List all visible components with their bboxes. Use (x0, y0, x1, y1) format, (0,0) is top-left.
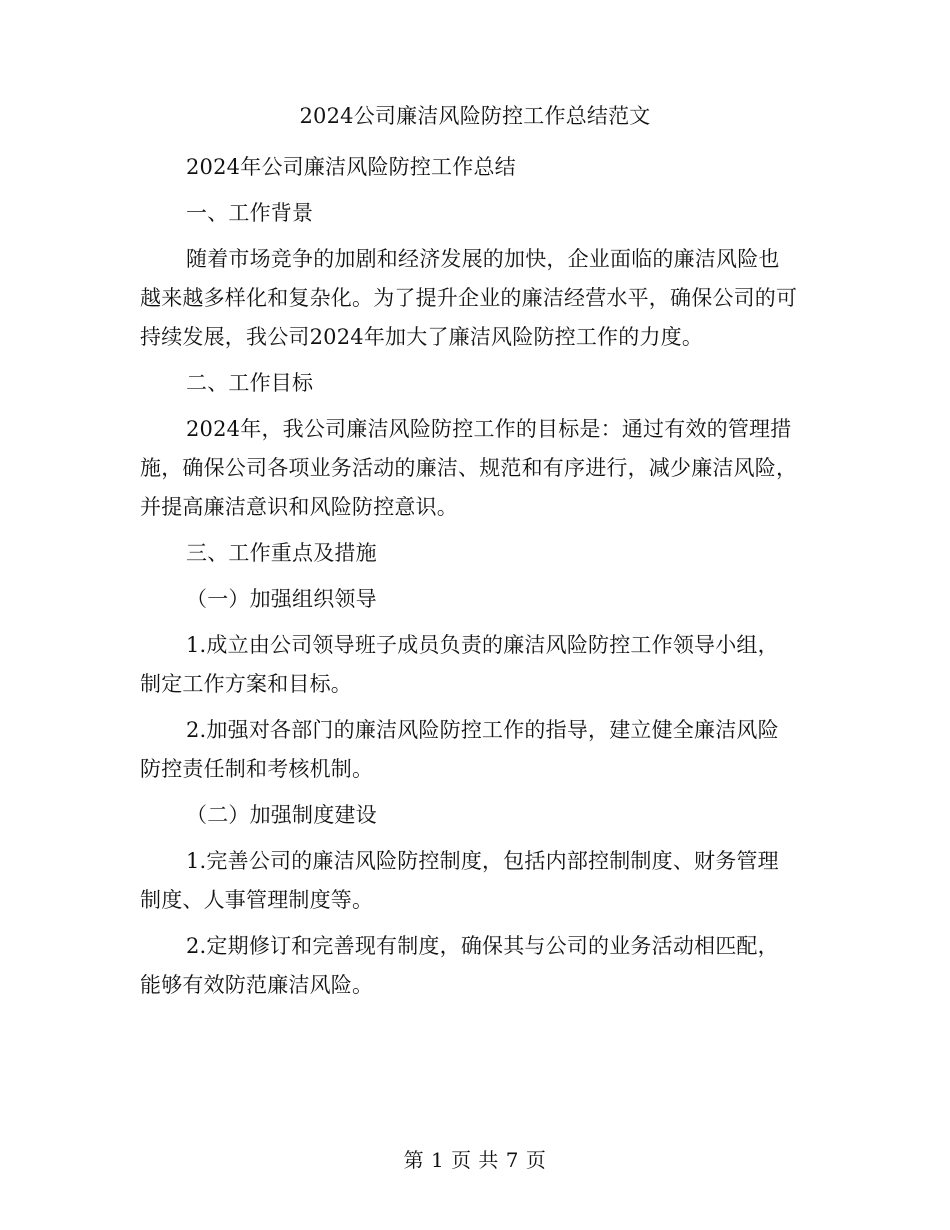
list-item-system-2: 2.定期修订和完善现有制度，确保其与公司的业务活动相匹配，能够有效防范廉洁风险。 (140, 934, 779, 997)
list-item-system-1: 1.完善公司的廉洁风险防控制度，包括内部控制制度、财务管理制度、人事管理制度等。 (140, 849, 779, 912)
list-item-leadership-1: 1.成立由公司领导班子成员负责的廉洁风险防控工作领导小组，制定工作方案和目标。 (140, 633, 779, 696)
section-heading-goals: 二、工作目标 (186, 371, 314, 395)
section-text-background: 随着市场竞争的加剧和经济发展的加快，企业面临的廉洁风险也越来越多样化和复杂化。为了提升企业的廉洁经营水平，确保公司的可持续发展，我公司2024年加大了廉洁风险防控工作的力度。 (140, 247, 798, 349)
document-title: 2024公司廉洁风险防控工作总结范文 (299, 104, 651, 128)
list-item-leadership-2: 2.加强对各部门的廉洁风险防控工作的指导，建立健全廉洁风险防控责任制和考核机制。 (140, 718, 779, 781)
section-heading-measures: 三、工作重点及措施 (186, 541, 377, 565)
section-text-goals: 2024年，我公司廉洁风险防控工作的目标是：通过有效的管理措施，确保公司各项业务活动的廉洁、规范和有序进行，减少廉洁风险，并提高廉洁意识和风险防控意识。 (140, 417, 798, 519)
page-footer: 第 1 页 共 7 页 (403, 1148, 547, 1172)
section-heading-background: 一、工作背景 (186, 201, 314, 225)
subsection-heading-system: （二）加强制度建设 (186, 803, 377, 827)
document-body (140, 148, 800, 1012)
subsection-heading-leadership: （一）加强组织领导 (186, 587, 377, 611)
document-subtitle: 2024年公司廉洁风险防控工作总结 (186, 155, 516, 179)
